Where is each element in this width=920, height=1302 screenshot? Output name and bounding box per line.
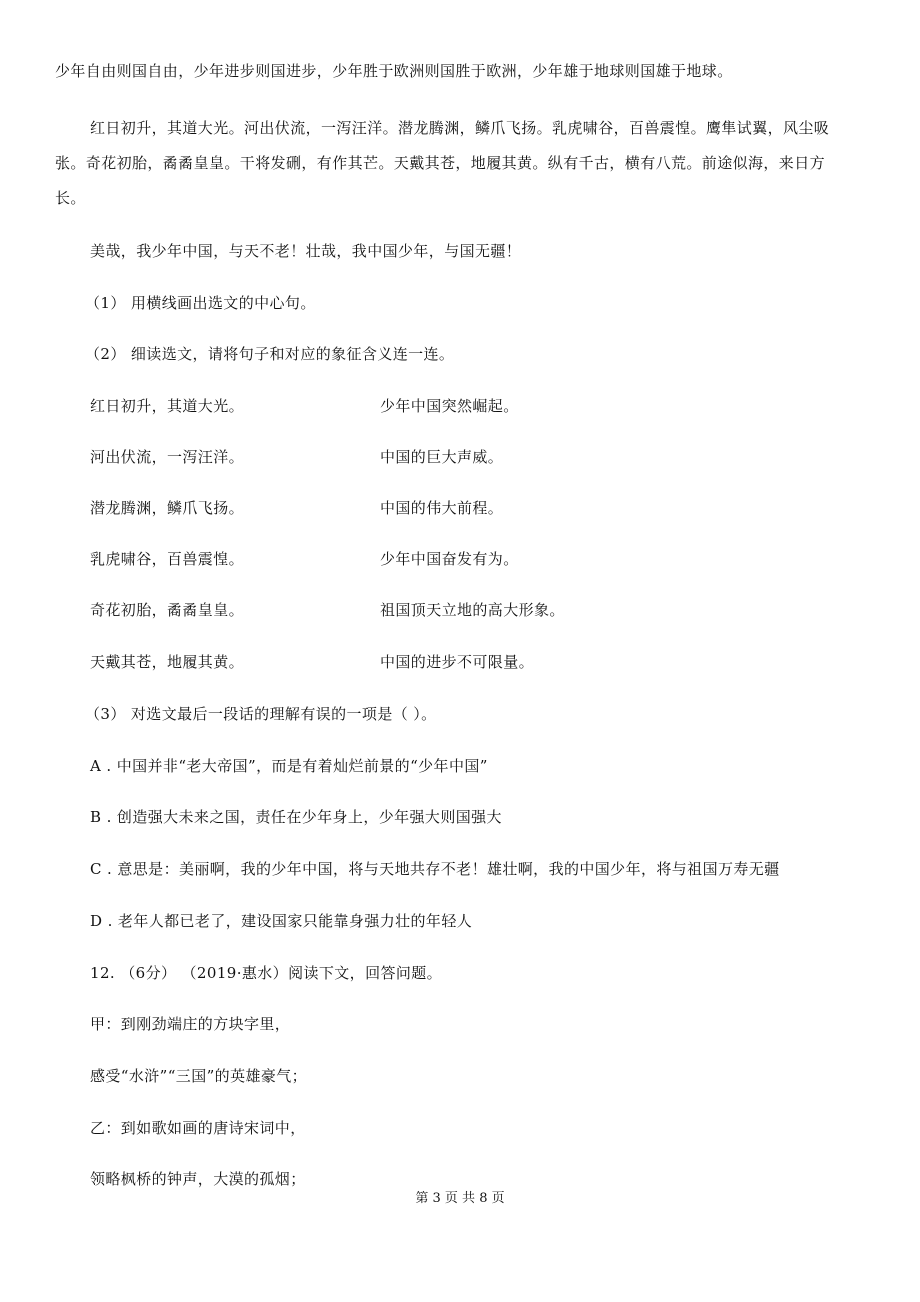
question-3: （3） 对选文最后一段话的理解有误的一项是（ ）。 [85,705,437,723]
passage-paragraph-2-line-2: 张。奇花初胎，矞矞皇皇。干将发硎，有作其芒。天戴其苍，地履其黄。纵有千古，横有八荒。前途似海，来日方 [55,154,826,172]
matching-right-1: 少年中国突然崛起。 [380,397,519,415]
question-12-line-1: 甲：到刚劲端庄的方块字里， [90,1015,291,1033]
matching-right-5: 祖国顶天立地的高大形象。 [380,601,565,619]
matching-left-5: 奇花初胎，矞矞皇皇。 [90,601,245,619]
question-12-line-4: 领略枫桥的钟声，大漠的孤烟； [90,1170,306,1188]
page-footer: 第 3 页 共 8 页 [415,1191,505,1206]
question-12-header: 12. （6分） （2019·惠水）阅读下文，回答问题。 [90,964,443,982]
matching-left-4: 乳虎啸谷，百兽震惶。 [90,550,245,568]
option-d: D . 老年人都已老了，建设国家只能靠身强力壮的年轻人 [90,912,473,930]
option-c: C . 意思是：美丽啊，我的少年中国，将与天地共存不老！雄壮啊，我的中国少年，将与祖国万寿无疆 [90,860,780,878]
matching-right-6: 中国的进步不可限量。 [380,653,535,671]
option-a: A . 中国并非“老大帝国”，而是有着灿烂前景的“少年中国” [90,757,488,775]
matching-right-2: 中国的巨大声威。 [380,448,504,466]
passage-paragraph-2-line-3: 长。 [55,189,86,207]
option-b: B . 创造强大未来之国，责任在少年身上，少年强大则国强大 [90,808,502,826]
question-12-line-3: 乙：到如歌如画的唐诗宋词中， [90,1119,306,1137]
passage-paragraph-1: 少年自由则国自由，少年进步则国进步，少年胜于欧洲则国胜于欧洲，少年雄于地球则国雄于地球。 [55,62,733,80]
question-2: （2） 细读选文，请将句子和对应的象征含义连一连。 [85,345,455,363]
matching-right-3: 中国的伟大前程。 [380,499,504,517]
passage-paragraph-3: 美哉，我少年中国，与天不老！壮哉，我中国少年，与国无疆！ [90,242,522,260]
matching-left-6: 天戴其苍，地履其黄。 [90,653,245,671]
question-1: （1） 用横线画出选文的中心句。 [85,294,316,312]
matching-left-1: 红日初升，其道大光。 [90,397,245,415]
matching-left-3: 潜龙腾渊，鳞爪飞扬。 [90,499,245,517]
question-12-line-2: 感受“水浒”“三国”的英雄豪气； [90,1067,308,1085]
matching-right-4: 少年中国奋发有为。 [380,550,519,568]
matching-left-2: 河出伏流，一泻汪洋。 [90,448,245,466]
passage-paragraph-2-line-1: 红日初升，其道大光。河出伏流，一泻汪洋。潜龙腾渊，鳞爪飞扬。乳虎啸谷，百兽震惶。鹰隼试翼，风尘吸 [90,119,830,137]
